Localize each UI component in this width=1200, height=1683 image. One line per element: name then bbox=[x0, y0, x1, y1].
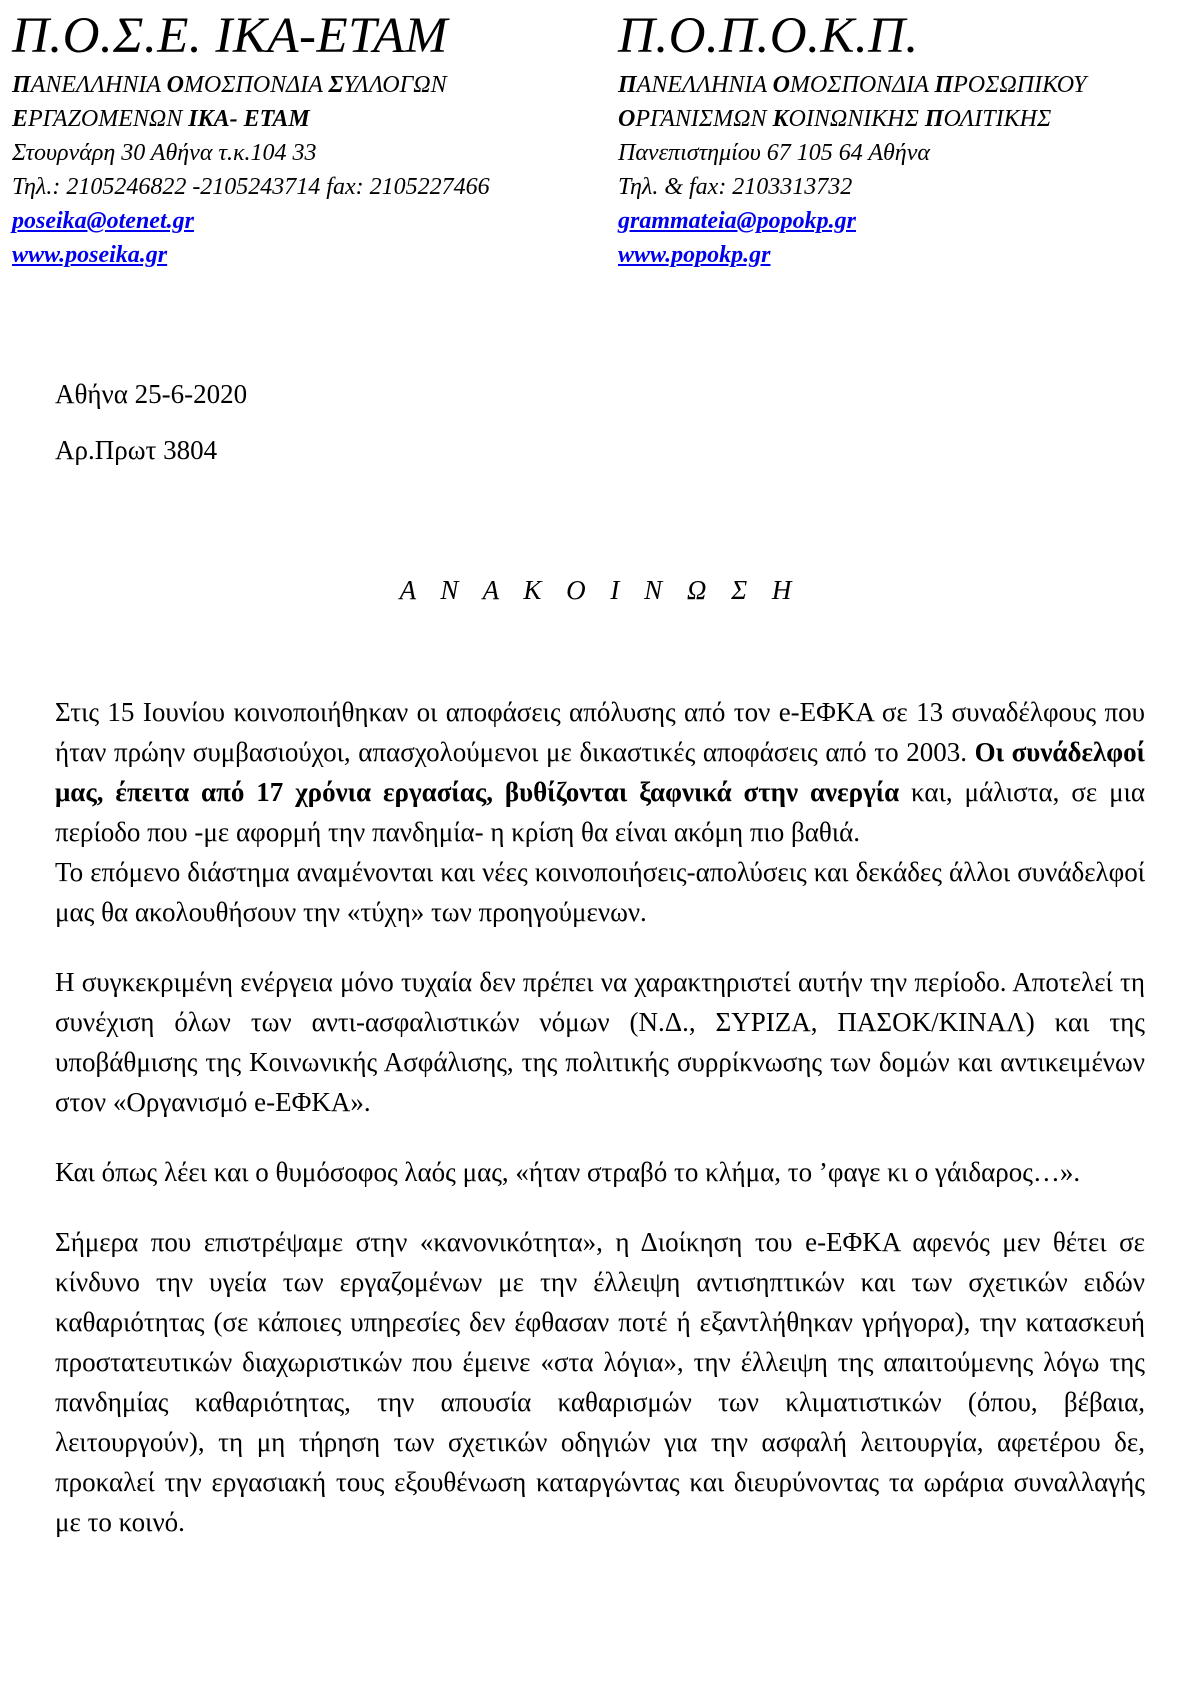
paragraph-1 bbox=[55, 692, 1145, 852]
word: ΡΓΑΝΙΣΜΩΝ bbox=[635, 106, 773, 132]
initial: Π bbox=[12, 72, 31, 98]
paragraph-text: Στις 15 Ιουνίου κοινοποιήθηκαν οι αποφάσεις απόλυσης από τον e-ΕΦΚΑ σε 13 συναδέλφους που ήταν πρώην συμβασιούχοι, απασχολούμενοι με δικαστικές αποφάσεις από το 2003. bbox=[55, 697, 1145, 767]
paragraph-4: Και όπως λέει και ο θυμόσοφος λαός μας, «ήταν στραβό το κλήμα, το ’φαγε κι ο γάιδαρος…». bbox=[55, 1157, 1081, 1187]
letterhead bbox=[0, 0, 1200, 290]
word: ΟΛΙΤΙΚΗΣ bbox=[943, 106, 1052, 132]
initial: Ο bbox=[618, 106, 636, 132]
document-date: Αθήνα 25-6-2020 bbox=[55, 379, 248, 409]
org-poseika-title: Π.Ο.Σ.Ε. ΙΚΑ-ΕΤΑΜ bbox=[12, 8, 448, 64]
protocol-number: Αρ.Πρωτ 3804 bbox=[55, 435, 218, 465]
initial: Π bbox=[618, 72, 637, 98]
document-body bbox=[55, 692, 1145, 1542]
org-popokp-website-link[interactable]: www.popokp.gr bbox=[618, 242, 771, 268]
org-popokp-address: Πανεπιστημίου 67 105 64 Αθήνα bbox=[618, 140, 930, 166]
org-poseika-name-line2 bbox=[12, 102, 572, 136]
paragraph-emphasis: Οι συνάδελφοί μας, έπειτα από 17 χρόνια εργασίας, βυθίζονται ξαφνικά στην ανεργία bbox=[55, 737, 1145, 807]
org-poseika-address: Στουρνάρη 30 Αθήνα τ.κ.104 33 bbox=[12, 140, 317, 166]
org-popokp-name-line2 bbox=[618, 102, 1188, 136]
org-poseika-phone: Τηλ.: 2105246822 -2105243714 fax: 2105227466 bbox=[12, 174, 490, 200]
word: ΡΓΑΖΟΜΕΝΩΝ bbox=[28, 106, 189, 132]
word: ΜΟΣΠΟΝΔΙΑ bbox=[183, 72, 329, 98]
org-poseika-email-link[interactable]: poseika@otenet.gr bbox=[12, 208, 194, 234]
word: ΥΛΛΟΓΩΝ bbox=[343, 72, 447, 98]
initial: Ο bbox=[166, 72, 184, 98]
word: ΟΙΝΩΝΙΚΗΣ bbox=[788, 106, 925, 132]
org-poseika bbox=[12, 4, 572, 272]
initial: ΙΚΑ- ΕΤΑΜ bbox=[188, 106, 310, 132]
document-heading: Α Ν Α Κ Ο Ι Ν Ω Σ Η bbox=[399, 575, 801, 605]
org-popokp-email-link[interactable]: grammateia@popokp.gr bbox=[618, 208, 856, 234]
org-poseika-name-line1 bbox=[12, 68, 572, 102]
word: ΜΟΣΠΟΝΔΙΑ bbox=[789, 72, 935, 98]
paragraph-2: Το επόμενο διάστημα αναμένονται και νέες κοινοποιήσεις-απολύσεις και δεκάδες άλλοι συνάδελφοί μας θα ακολουθήσουν την «τύχη» των προηγούμενων. bbox=[55, 857, 1145, 927]
paragraph-5: Σήμερα που επιστρέψαμε στην «κανονικότητα», η Διοίκηση του e-ΕΦΚΑ αφενός μεν θέτει σε κίνδυνο την υγεία των εργαζομένων με την έλλειψη αντισηπτικών και των σχετικών ειδών καθαριότητας (σε κάποιες υπηρεσίες δεν έφθασαν ποτέ ή εξαντλήθηκαν γρήγορα), την κατασκευή προστατευτικών διαχωριστικών που έμεινε «στα λόγια», την έλλειψη της απαιτούμενης λόγω της πανδημίας καθαριότητας, την απουσία καθαρισμών των κλιματιστικών (όπου, βέβαια, λειτουργούν), τη μη τήρηση των σχετικών οδηγιών για την ασφαλή λειτουργία, αφετέρου δε, προκαλεί την εργασιακή τους εξουθένωση καταργώντας και διευρύνοντας τα ωράρια συναλλαγής με το κοινό. bbox=[55, 1227, 1145, 1537]
org-popokp-title: Π.Ο.Π.Ο.Κ.Π. bbox=[618, 8, 919, 64]
initial: Ε bbox=[12, 106, 29, 132]
org-popokp-phone: Τηλ. & fax: 2103313732 bbox=[618, 174, 853, 200]
paragraph-text: και, μάλιστα, σε μια περίοδο που -με αφορμή την πανδημία- η κρίση θα είναι ακόμη πιο βαθιά. bbox=[55, 777, 1145, 847]
org-popokp bbox=[618, 4, 1188, 272]
initial: Π bbox=[924, 106, 944, 132]
org-poseika-website-link[interactable]: www.poseika.gr bbox=[12, 242, 168, 268]
initial: Κ bbox=[772, 106, 789, 132]
word: ΑΝΕΛΛΗΝΙΑ bbox=[30, 72, 167, 98]
org-popokp-name-line1 bbox=[618, 68, 1188, 102]
initial: Π bbox=[934, 72, 954, 98]
initial: Σ bbox=[328, 72, 344, 98]
word: ΑΝΕΛΛΗΝΙΑ bbox=[636, 72, 773, 98]
word: ΡΟΣΩΠΙΚΟΥ bbox=[953, 72, 1087, 98]
initial: Ο bbox=[772, 72, 790, 98]
paragraph-3: Η συγκεκριμένη ενέργεια μόνο τυχαία δεν πρέπει να χαρακτηριστεί αυτήν την περίοδο. Αποτελεί τη συνέχιση όλων των αντι-ασφαλιστικών νόμων (Ν.Δ., ΣΥΡΙΖΑ, ΠΑΣΟΚ/ΚΙΝΑΛ) και της υποβάθμισης της Κοινωνικής Ασφάλισης, της πολιτικής συρρίκνωσης των δομών και αντικειμένων στον «Οργανισμό e-ΕΦΚΑ». bbox=[55, 967, 1145, 1117]
document-meta bbox=[55, 366, 247, 478]
